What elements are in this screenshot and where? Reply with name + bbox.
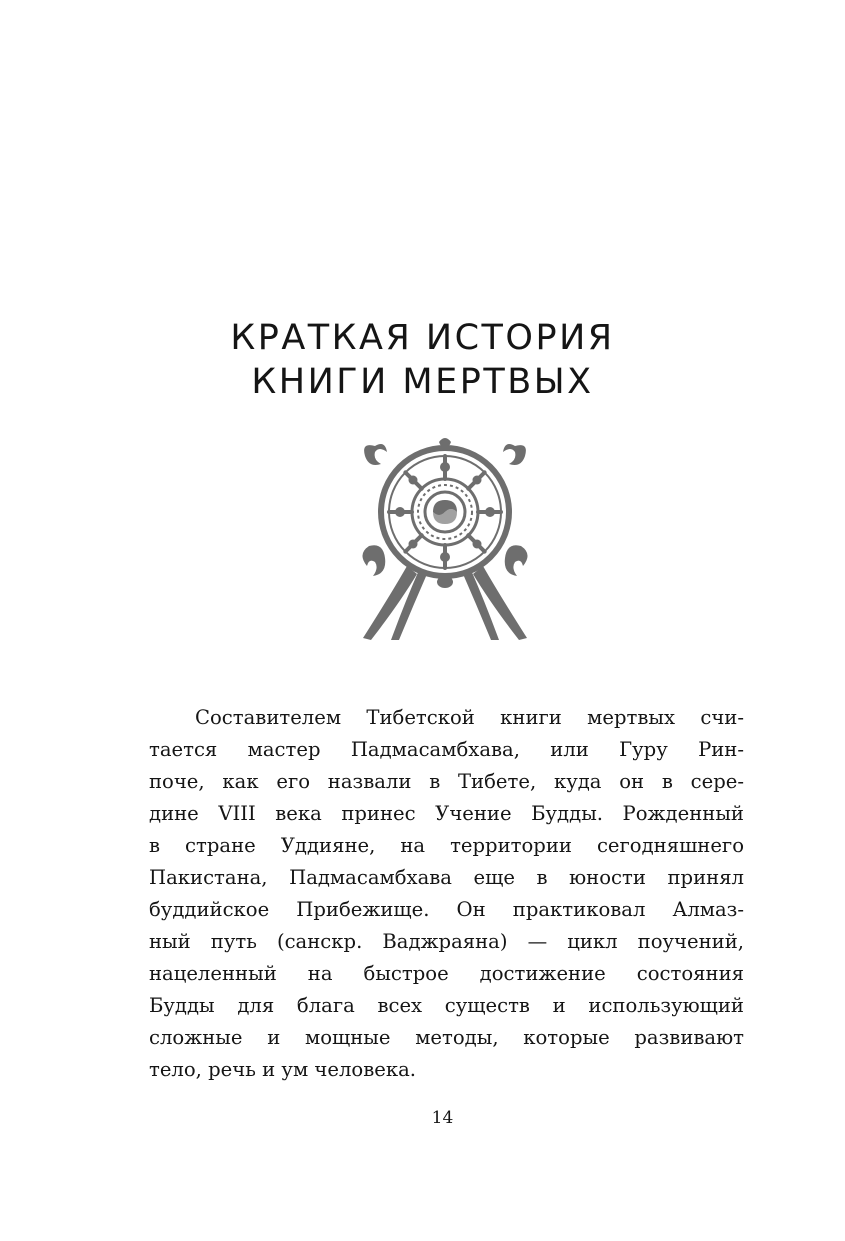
paragraph-line: сложные и мощные методы, которые развивают bbox=[149, 1026, 744, 1049]
paragraph-line: Составителем Тибетской книги мертвых счи- bbox=[195, 706, 744, 729]
paragraph-line: тело, речь и ум человека. bbox=[149, 1058, 416, 1081]
paragraph-line: буддийское Прибежище. Он практиковал Алмаз- bbox=[149, 898, 744, 921]
paragraph-line: в стране Уддияне, на территории сегодняшнего bbox=[149, 834, 744, 857]
paragraph-line: тается мастер Падмасамбхава, или Гуру Рин- bbox=[149, 738, 744, 761]
chapter-title-line-1: КРАТКАЯ ИСТОРИЯ bbox=[230, 318, 615, 358]
paragraph-line: дине VIII века принес Учение Будды. Рожденный bbox=[149, 802, 744, 825]
paragraph-line: Пакистана, Падмасамбхава еще в юности принял bbox=[149, 866, 744, 889]
chapter-title bbox=[0, 316, 845, 404]
paragraph-line: нацеленный на быстрое достижение состояния bbox=[149, 962, 744, 985]
body-paragraph bbox=[149, 702, 744, 1086]
paragraph-line: поче, как его назвали в Тибете, куда он в сере- bbox=[149, 770, 744, 793]
page-number: 14 bbox=[431, 1108, 454, 1128]
paragraph-line: Будды для блага всех существ и использующий bbox=[149, 994, 744, 1017]
dharma-wheel-icon bbox=[357, 434, 533, 642]
paragraph-line: ный путь (санскр. Ваджраяна) — цикл поучений, bbox=[149, 930, 744, 953]
chapter-title-line-2: КНИГИ МЕРТВЫХ bbox=[251, 362, 594, 402]
